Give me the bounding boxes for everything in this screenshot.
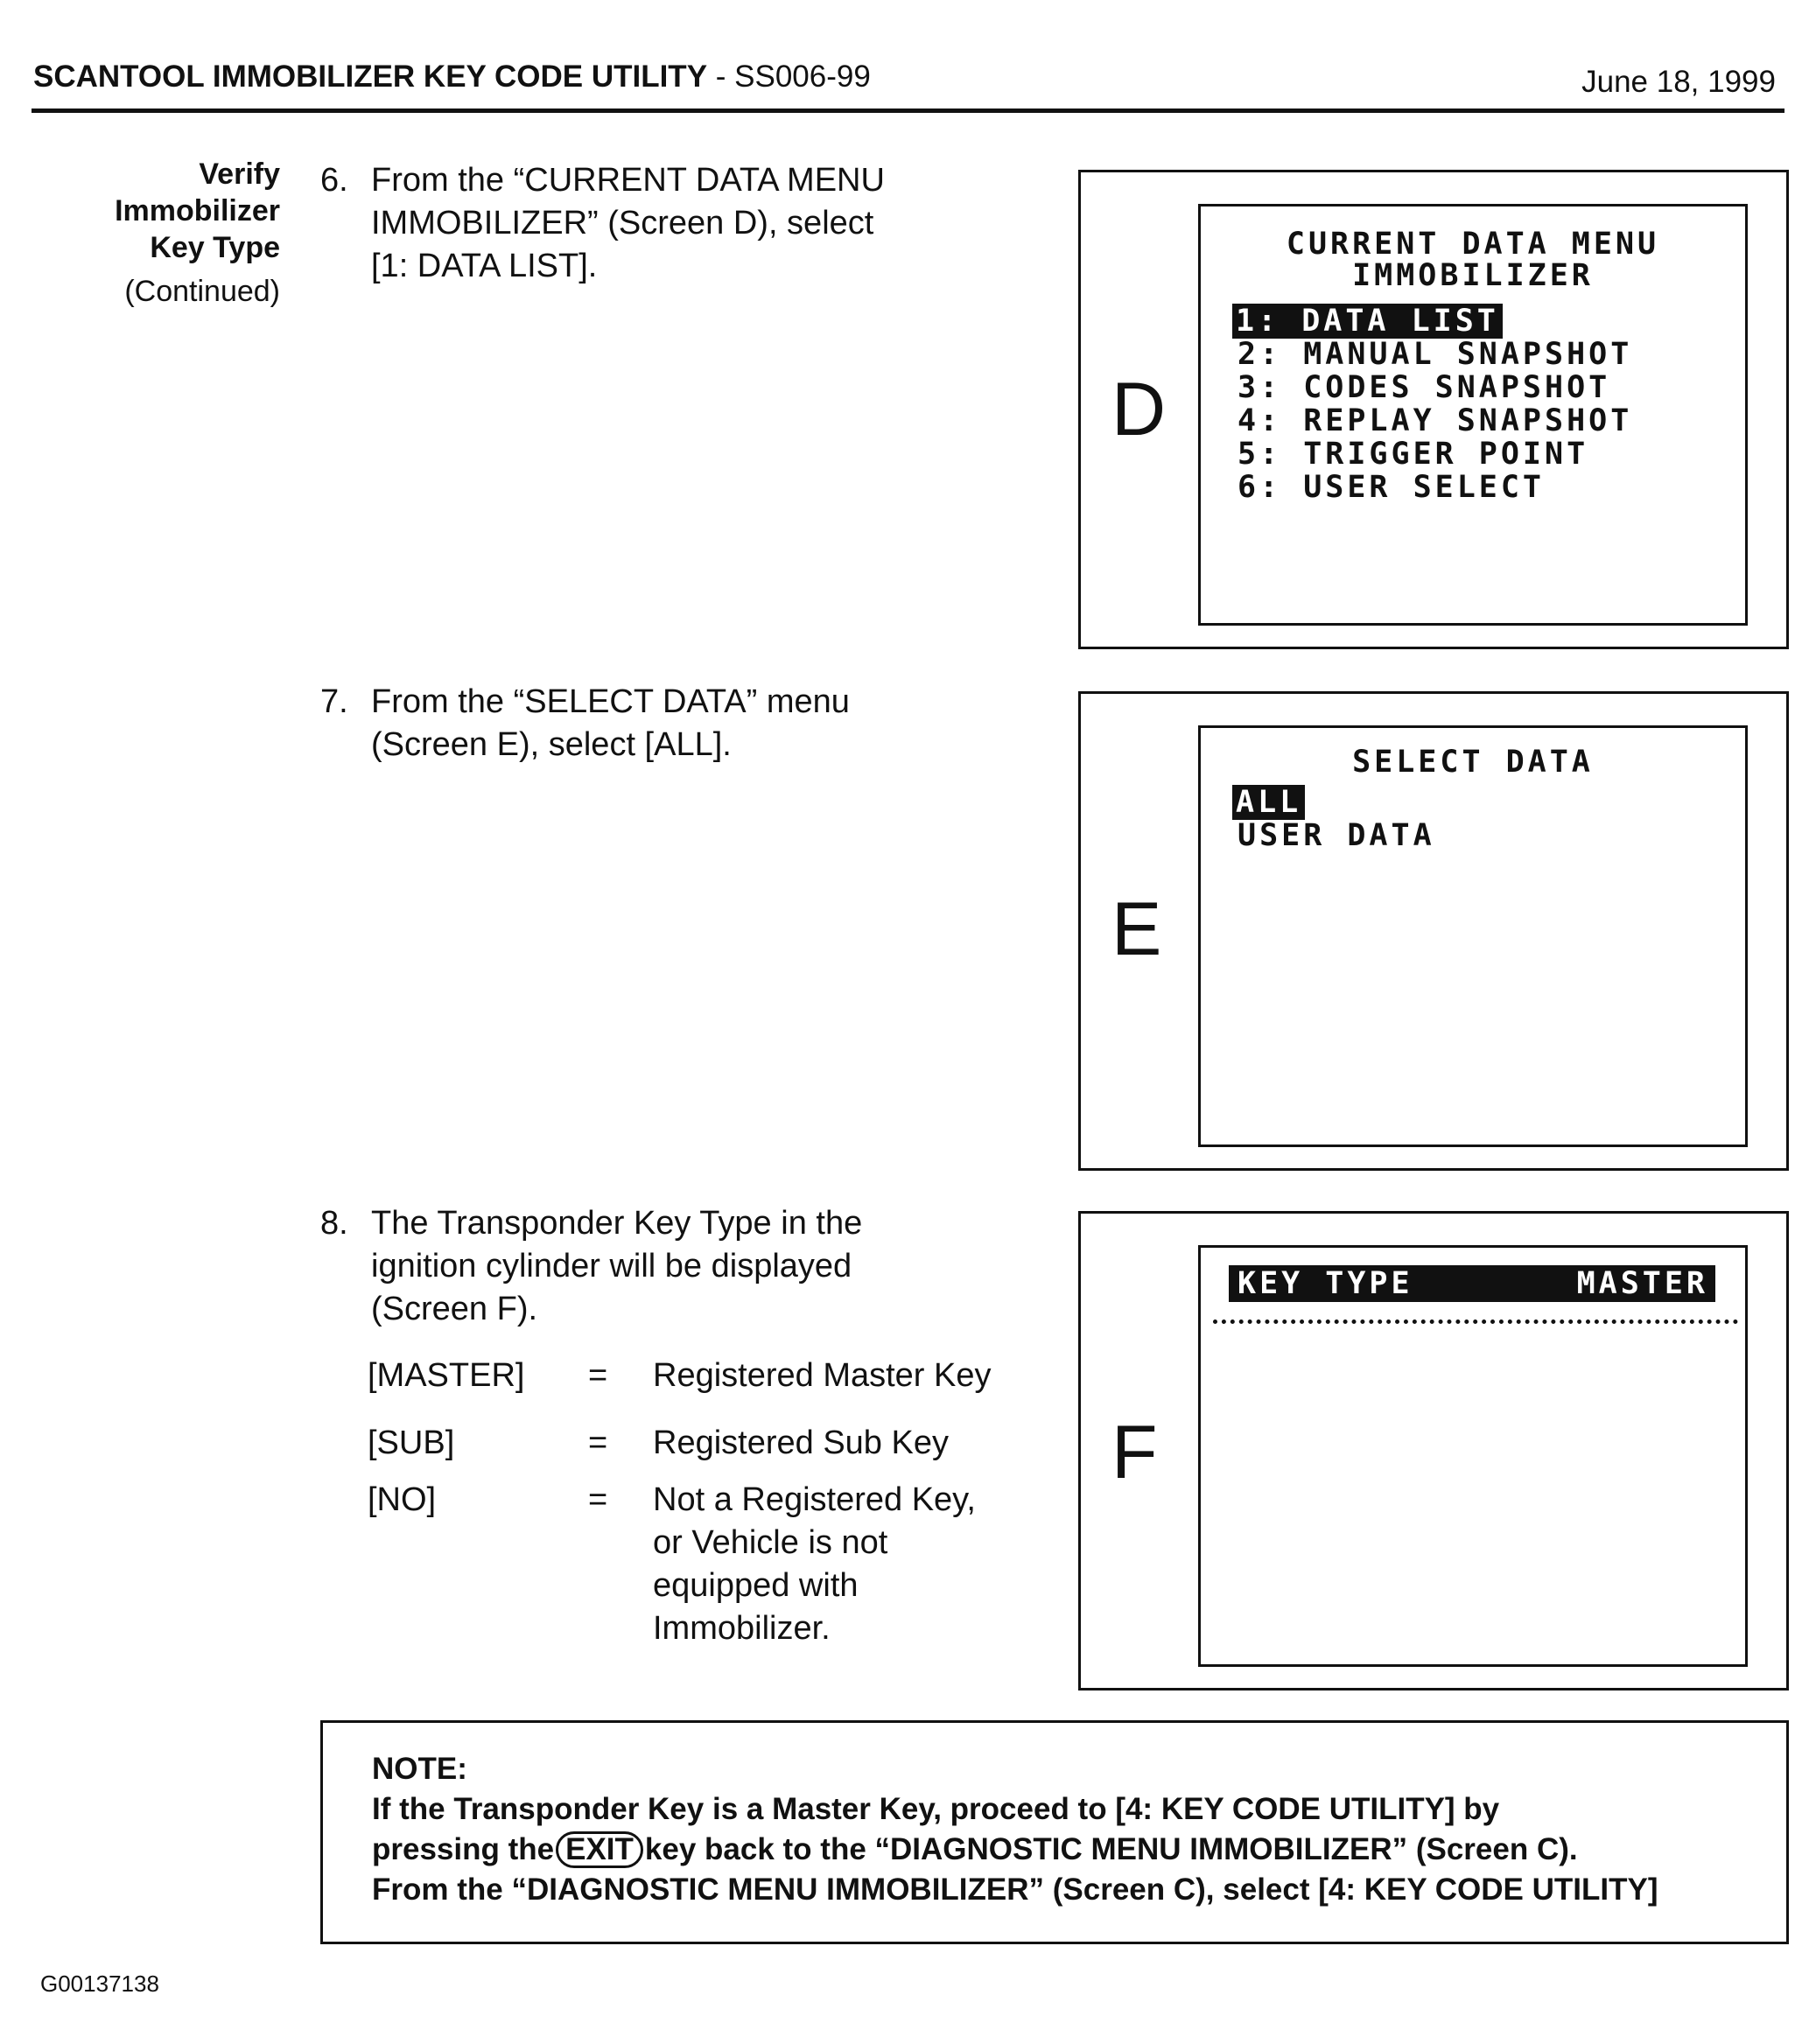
- screen-f-figure: [1078, 1211, 1789, 1690]
- screen-e-figure: [1078, 691, 1789, 1171]
- side-heading-line3: Key Type: [150, 231, 280, 264]
- menu-item-user-select[interactable]: 6: USER SELECT: [1238, 470, 1546, 505]
- screen-d-figure: [1078, 170, 1789, 649]
- note-line-1: If the Transponder Key is a Master Key, proceed to [4: KEY CODE UTILITY] by: [372, 1792, 1500, 1826]
- scan-tool-display: [1198, 204, 1748, 626]
- step-text: From the “CURRENT DATA MENU IMMOBILIZER” (Screen D), select [1: DATA LIST].: [371, 162, 885, 284]
- screen-letter: D: [1111, 368, 1167, 452]
- menu-list: [1238, 304, 1632, 504]
- dotted-divider: [1213, 1320, 1738, 1324]
- side-heading: [35, 156, 280, 310]
- step-number: 7.: [320, 683, 348, 720]
- menu-item-replay-snapshot[interactable]: 4: REPLAY SNAPSHOT: [1238, 403, 1633, 438]
- step-text: The Transponder Key Type in the ignition cylinder will be displayed (Screen F).: [371, 1205, 863, 1327]
- key-type-sub-row: [368, 1422, 1050, 1466]
- side-heading-line1: Verify: [199, 158, 280, 191]
- side-heading-line2: Immobilizer: [115, 194, 280, 228]
- key-type-description: Not a Registered Key, or Vehicle is not equipped with Immobilizer.: [653, 1481, 976, 1647]
- key-type-no-row: [368, 1479, 1050, 1654]
- note-heading: NOTE:: [372, 1752, 467, 1786]
- note-line-2-post: key back to the “DIAGNOSTIC MENU IMMOBILIZER” (Screen C).: [644, 1832, 1578, 1866]
- title-main: SCANTOOL IMMOBILIZER KEY CODE UTILITY: [33, 60, 708, 94]
- key-type-code: [NO]: [368, 1481, 437, 1518]
- step-number: 8.: [320, 1205, 348, 1242]
- key-type-description: Registered Sub Key: [653, 1424, 949, 1461]
- equals-sign: =: [588, 1424, 608, 1461]
- screen-title: SELECT DATA: [1352, 745, 1594, 780]
- menu-item-all[interactable]: [1238, 786, 1435, 819]
- screen-subtitle: IMMOBILIZER: [1352, 258, 1594, 293]
- note-box: [320, 1720, 1789, 1944]
- step-8: [320, 1202, 1047, 1342]
- equals-sign: =: [588, 1481, 608, 1518]
- key-type-readout: [1229, 1265, 1715, 1302]
- exit-key: EXIT: [556, 1831, 643, 1868]
- step-6: [320, 159, 1047, 299]
- header-rule: [32, 108, 1784, 113]
- note-content: [372, 1749, 1658, 1910]
- key-type-description: Registered Master Key: [653, 1357, 992, 1394]
- title-doc-number: - SS006-99: [707, 60, 871, 94]
- document-title: [33, 60, 871, 94]
- note-line-3: From the “DIAGNOSTIC MENU IMMOBILIZER” (Screen C), select [4: KEY CODE UTILITY]: [372, 1872, 1658, 1907]
- note-line-2-pre: pressing the: [372, 1832, 555, 1866]
- figure-id: G00137138: [40, 1970, 159, 1997]
- menu-list: [1238, 786, 1435, 852]
- side-heading-continued: (Continued): [124, 275, 280, 308]
- key-type-code: [MASTER]: [368, 1357, 525, 1394]
- menu-item-user-data[interactable]: USER DATA: [1238, 818, 1435, 853]
- screen-letter: F: [1111, 1410, 1158, 1494]
- menu-item-codes-snapshot[interactable]: 3: CODES SNAPSHOT: [1238, 370, 1611, 405]
- step-7: [320, 681, 1047, 777]
- step-number: 6.: [320, 162, 348, 199]
- screen-letter: E: [1111, 887, 1162, 971]
- note-line-2: [372, 1830, 1658, 1870]
- menu-item-trigger-point[interactable]: 5: TRIGGER POINT: [1238, 437, 1589, 472]
- menu-item-data-list[interactable]: [1238, 304, 1632, 338]
- key-type-master-row: [368, 1354, 1050, 1398]
- key-type-value: MASTER: [1576, 1266, 1708, 1301]
- menu-item-label: 1: DATA LIST: [1232, 304, 1503, 339]
- step-text: From the “SELECT DATA” menu (Screen E), select [ALL].: [371, 683, 850, 763]
- scan-tool-display: [1198, 725, 1748, 1147]
- menu-item-label: ALL: [1232, 785, 1305, 820]
- scan-tool-display: [1198, 1245, 1748, 1667]
- screen-title: CURRENT DATA MENU: [1286, 227, 1660, 262]
- equals-sign: =: [588, 1357, 608, 1394]
- document-date: June 18, 1999: [1581, 65, 1776, 99]
- key-type-label: KEY TYPE: [1238, 1266, 1413, 1301]
- key-type-code: [SUB]: [368, 1424, 455, 1461]
- menu-item-manual-snapshot[interactable]: 2: MANUAL SNAPSHOT: [1238, 337, 1633, 372]
